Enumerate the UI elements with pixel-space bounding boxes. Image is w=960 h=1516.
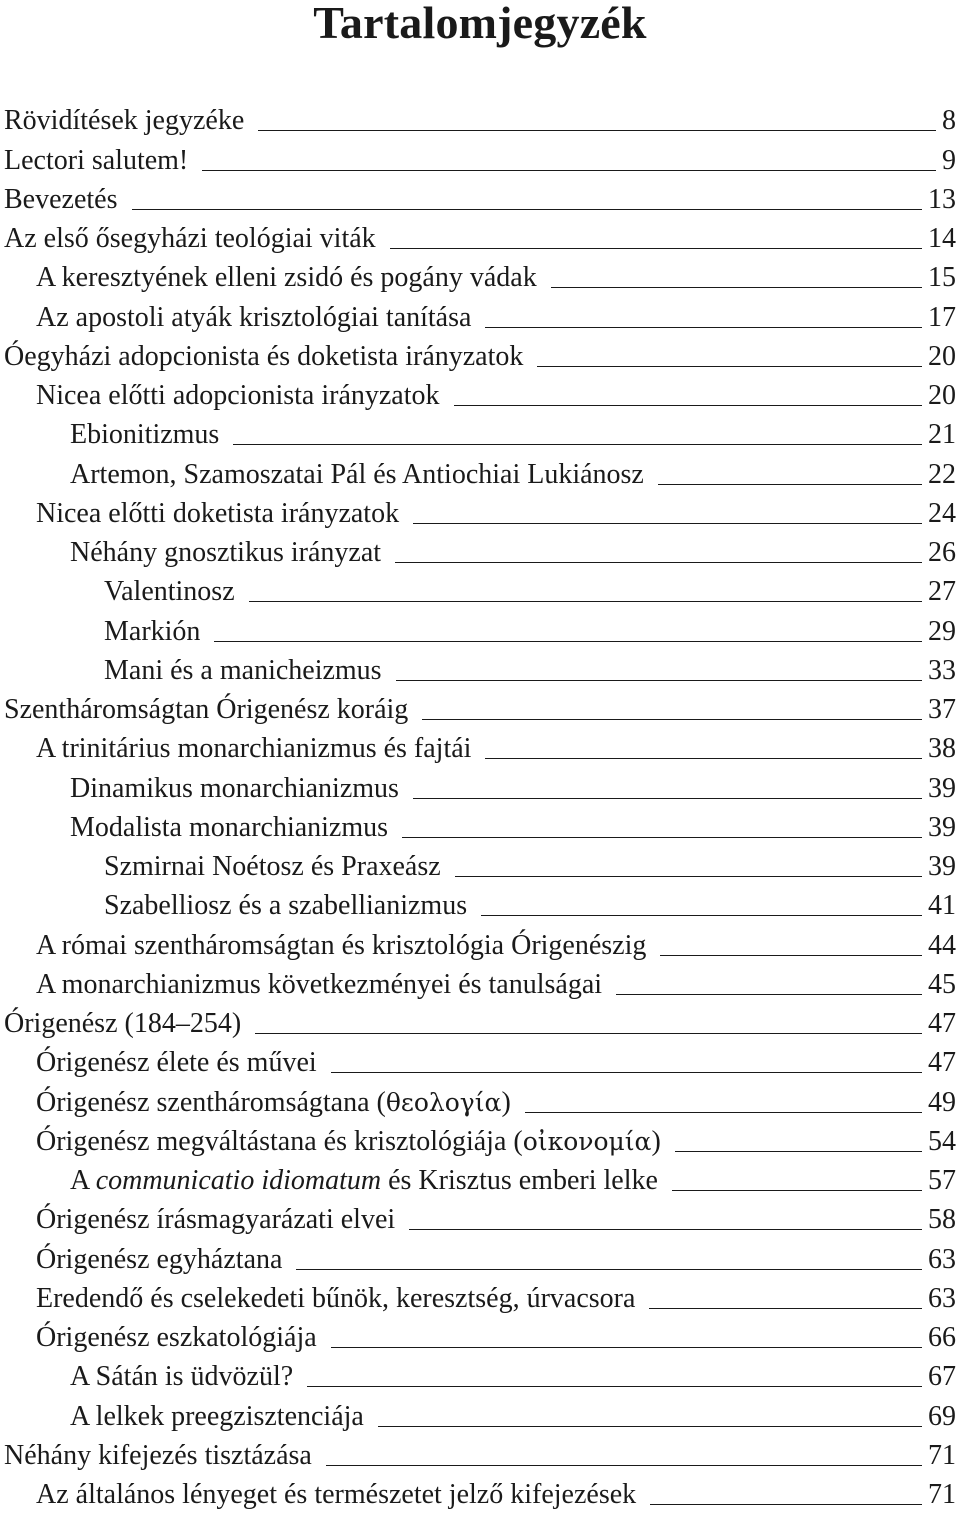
toc-entry-title-text: A <box>70 1165 96 1196</box>
toc-entry-page-number: 39 <box>928 851 956 882</box>
toc-leader-line <box>650 1503 922 1505</box>
toc-leader-line <box>485 757 922 759</box>
toc-entry-title: Óegyházi adopcionista és doketista irányzatok <box>4 340 524 372</box>
toc-leader-line <box>258 129 936 131</box>
toc-entry-page-number: 54 <box>928 1125 956 1157</box>
toc-entry-title: A Sátán is üdvözül? <box>70 1361 294 1393</box>
toc-entry-page-number: 20 <box>928 340 956 372</box>
toc-entry <box>0 1354 960 1393</box>
toc-entry-title: A monarchianizmus következményei és tanulságai <box>36 968 603 1000</box>
toc-leader-line <box>402 836 922 838</box>
toc-entry-title: Nicea előtti adopcionista irányzatok <box>36 380 440 411</box>
toc-entry-page-number: 24 <box>928 497 956 529</box>
toc-leader-line <box>675 1150 922 1152</box>
toc-entry-title-text: ) <box>501 1086 511 1118</box>
toc-entry <box>0 1158 960 1197</box>
toc-entry-title: Az általános lényeget és természetet jelző kifejezések <box>36 1479 637 1510</box>
toc-entry-page-number: 27 <box>928 576 956 608</box>
toc-leader-line <box>660 954 922 956</box>
toc-entry-page-number: 71 <box>928 1479 956 1510</box>
toc-entry <box>0 334 960 373</box>
toc-entry-italic-term: communicatio idiomatum <box>95 1165 382 1196</box>
toc-entry-title: Órigenész írásmagyarázati elvei <box>36 1204 396 1236</box>
toc-entry <box>0 608 960 647</box>
toc-entry <box>0 216 960 255</box>
toc-leader-line <box>331 1346 922 1348</box>
toc-entry-title: Valentinosz <box>104 576 235 608</box>
toc-entry-title: Rövidítések jegyzéke <box>4 105 245 137</box>
toc-entry <box>0 373 960 412</box>
toc-entry-page-number: 41 <box>928 890 956 922</box>
toc-entry-title: A lelkek preegzisztenciája <box>70 1400 364 1432</box>
toc-entry-page-number: 49 <box>928 1086 956 1118</box>
toc-entry <box>0 1040 960 1079</box>
toc-entry-page-number: 26 <box>928 537 956 568</box>
toc-leader-line <box>255 1032 922 1034</box>
toc-entry-title: Szmirnai Noétosz és Praxeász <box>104 851 441 882</box>
toc-entry-title: Órigenész élete és művei <box>36 1047 317 1079</box>
toc-leader-line <box>422 718 922 720</box>
toc-entry-page-number: 15 <box>928 262 956 294</box>
toc-entry <box>0 491 960 530</box>
toc-leader-line <box>378 1425 922 1427</box>
toc-entry <box>0 726 960 765</box>
toc-entry-page-number: 14 <box>928 223 956 254</box>
toc-leader-line <box>249 600 922 602</box>
toc-entry-title: Órigenész (184–254) <box>4 1008 242 1039</box>
toc-entry <box>0 687 960 726</box>
toc-entry <box>0 530 960 569</box>
toc-leader-line <box>649 1307 922 1309</box>
toc-entry-title: Eredendő és cselekedeti bűnök, keresztség, úrvacsora <box>36 1282 636 1314</box>
toc-entry-page-number: 17 <box>928 301 956 333</box>
toc-entry-page-number: 71 <box>928 1439 956 1471</box>
toc-entry-title-text: ) <box>651 1125 661 1157</box>
toc-entry-greek-term: οἰκονομία <box>522 1126 652 1156</box>
toc-entry-title: Modalista monarchianizmus <box>70 811 389 843</box>
toc-entry-page-number: 39 <box>928 772 956 804</box>
toc-entry <box>0 1393 960 1432</box>
toc-leader-line <box>307 1385 922 1387</box>
toc-leader-line <box>202 169 936 171</box>
toc-entry-title: Szabelliosz és a szabellianizmus <box>104 890 468 922</box>
toc-entry <box>0 98 960 137</box>
toc-entry <box>0 922 960 961</box>
toc-entry-title: Markión <box>104 615 201 647</box>
toc-entry-title-text: Órigenész megváltástana és krisztológiája ( <box>36 1125 523 1157</box>
toc-entry <box>0 648 960 687</box>
toc-leader-line <box>485 326 922 328</box>
toc-entry <box>0 1315 960 1354</box>
toc-leader-line <box>233 443 922 445</box>
toc-entry-title: A trinitárius monarchianizmus és fajtái <box>36 733 472 765</box>
toc-entry <box>0 412 960 451</box>
toc-entry-title: A római szentháromságtan és krisztológia Órigenészig <box>36 929 647 961</box>
toc-entry-title: Órigenész eszkatológiája <box>36 1322 317 1353</box>
toc-entry <box>0 1433 960 1472</box>
toc-leader-line <box>658 483 922 485</box>
toc-entry-page-number: 66 <box>928 1322 956 1353</box>
toc-entry-page-number: 22 <box>928 458 956 490</box>
toc-entry-page-number: 44 <box>928 929 956 961</box>
toc-entry <box>0 137 960 176</box>
toc-entry-page-number: 29 <box>928 615 956 647</box>
toc-entry-page-number: 20 <box>928 380 956 411</box>
toc-entry-page-number: 8 <box>942 105 956 137</box>
toc-entry-title <box>36 1087 511 1119</box>
toc-entry <box>0 962 960 1001</box>
toc-entry-page-number: 21 <box>928 419 956 451</box>
toc-entry <box>0 765 960 804</box>
toc-entry-title: Dinamikus monarchianizmus <box>70 772 399 804</box>
toc-entry-page-number: 13 <box>928 183 956 215</box>
toc-entry-title: Szentháromságtan Órigenész koráig <box>4 694 409 725</box>
toc-entry-title: Néhány kifejezés tisztázása <box>4 1439 312 1471</box>
toc-entry-page-number: 47 <box>928 1047 956 1079</box>
table-of-contents <box>0 98 960 1511</box>
toc-entry-page-number: 63 <box>928 1282 956 1314</box>
toc-leader-line <box>413 522 922 524</box>
toc-entry-title-text: Órigenész szentháromságtana ( <box>36 1086 386 1118</box>
toc-leader-line <box>481 914 922 916</box>
toc-entry-page-number: 38 <box>928 733 956 765</box>
toc-leader-line <box>331 1071 922 1073</box>
toc-leader-line <box>551 286 922 288</box>
toc-leader-line <box>455 875 922 877</box>
toc-entry-page-number: 67 <box>928 1361 956 1393</box>
toc-entry-title: A keresztyének elleni zsidó és pogány vádak <box>36 262 537 294</box>
toc-leader-line <box>296 1268 922 1270</box>
toc-entry-page-number: 45 <box>928 968 956 1000</box>
toc-entry <box>0 255 960 294</box>
toc-leader-line <box>395 561 922 563</box>
toc-leader-line <box>413 797 922 799</box>
toc-leader-line <box>672 1189 922 1191</box>
toc-leader-line <box>537 365 922 367</box>
toc-leader-line <box>454 404 922 406</box>
page-title: Tartalomjegyzék <box>313 0 647 48</box>
toc-entry-title: Az első ősegyházi teológiai viták <box>4 223 376 254</box>
toc-entry-title-text: és Krisztus emberi lelke <box>381 1165 658 1196</box>
toc-entry-title: Artemon, Szamoszatai Pál és Antiochiai Lukiánosz <box>70 458 644 490</box>
toc-entry <box>0 1001 960 1040</box>
toc-entry <box>0 1236 960 1275</box>
toc-leader-line <box>616 993 922 995</box>
toc-entry-page-number: 69 <box>928 1400 956 1432</box>
toc-entry-page-number: 9 <box>942 144 956 176</box>
toc-entry <box>0 1119 960 1158</box>
toc-entry <box>0 844 960 883</box>
toc-leader-line <box>214 640 922 642</box>
toc-entry-page-number: 39 <box>928 811 956 843</box>
toc-entry <box>0 883 960 922</box>
toc-entry <box>0 1472 960 1511</box>
toc-leader-line <box>525 1111 922 1113</box>
toc-leader-line <box>326 1464 922 1466</box>
toc-entry-title: Bevezetés <box>4 183 118 215</box>
toc-entry-title <box>70 1165 658 1197</box>
toc-entry <box>0 1079 960 1118</box>
toc-leader-line <box>409 1228 922 1230</box>
toc-leader-line <box>132 208 923 210</box>
toc-entry-title: Mani és a manicheizmus <box>104 654 382 686</box>
toc-entry-page-number: 33 <box>928 654 956 686</box>
toc-entry <box>0 569 960 608</box>
toc-entry-page-number: 37 <box>928 694 956 725</box>
toc-entry-title: Az apostoli atyák krisztológiai tanítása <box>36 301 472 333</box>
toc-leader-line <box>390 247 922 249</box>
toc-entry <box>0 1197 960 1236</box>
toc-entry-page-number: 58 <box>928 1204 956 1236</box>
toc-entry-title <box>36 1126 661 1158</box>
toc-entry-title: Órigenész egyháztana <box>36 1243 283 1275</box>
toc-entry-title: Néhány gnosztikus irányzat <box>70 537 382 568</box>
toc-entry <box>0 177 960 216</box>
toc-entry-title: Nicea előtti doketista irányzatok <box>36 497 400 529</box>
toc-entry-page-number: 63 <box>928 1243 956 1275</box>
toc-entry-title: Lectori salutem! <box>4 144 189 176</box>
toc-entry-page-number: 57 <box>928 1165 956 1196</box>
toc-entry-greek-term: θεολογία <box>385 1087 502 1117</box>
toc-entry-page-number: 47 <box>928 1008 956 1039</box>
toc-entry-title: Ebionitizmus <box>70 419 220 451</box>
toc-entry <box>0 294 960 333</box>
toc-leader-line <box>396 679 922 681</box>
toc-entry <box>0 805 960 844</box>
toc-entry <box>0 451 960 490</box>
toc-entry <box>0 1276 960 1315</box>
